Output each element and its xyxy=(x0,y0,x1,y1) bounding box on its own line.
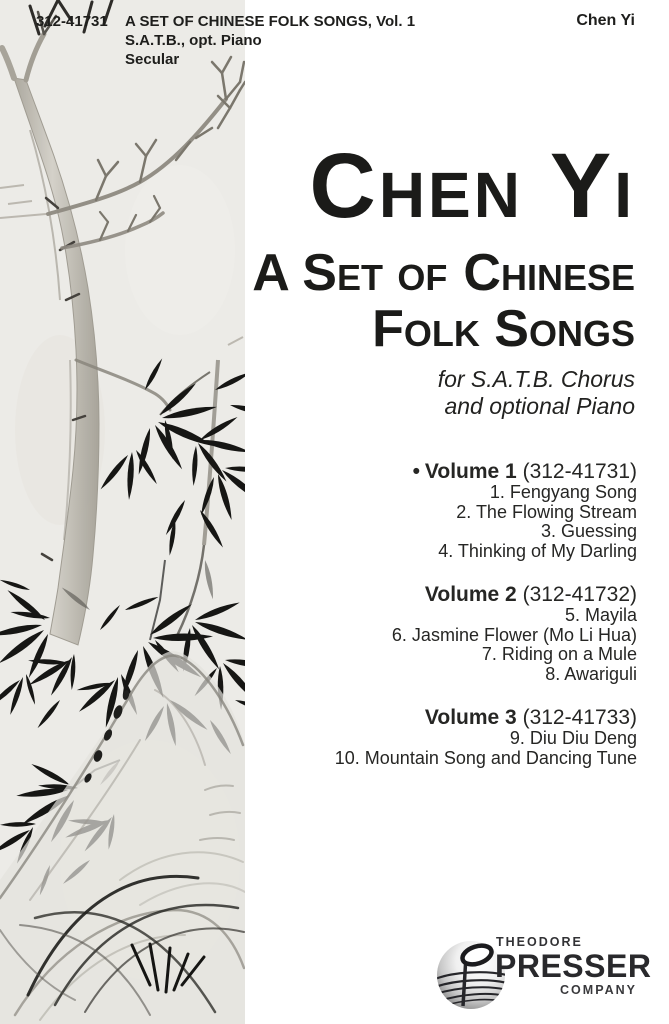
subtitle-line1: for S.A.T.B. Chorus xyxy=(437,366,635,392)
volume-1-header: • Volume 1 (312-41731) xyxy=(412,460,637,483)
song-item: 3. Guessing xyxy=(540,521,637,541)
publisher-line1: THEODORE xyxy=(496,935,583,949)
subtitle xyxy=(252,366,635,420)
header-scoring: S.A.T.B., opt. Piano xyxy=(125,32,262,49)
song-item: 10. Mountain Song and Dancing Tune xyxy=(334,747,637,768)
volume-listings xyxy=(335,460,637,790)
song-item: 6. Jasmine Flower (Mo Li Hua) xyxy=(391,624,637,645)
publisher-line2: PRESSER xyxy=(495,948,652,984)
header-category: Secular xyxy=(125,51,180,68)
publisher-logo xyxy=(431,928,652,1018)
volume-2 xyxy=(335,583,637,684)
title-block xyxy=(252,135,635,420)
header-title: A SET OF CHINESE FOLK SONGS, Vol. 1 xyxy=(125,13,416,30)
bamboo-ink-painting xyxy=(0,0,245,1024)
current-volume-bullet: • xyxy=(412,460,420,483)
catalog-number: 312-41731 xyxy=(36,13,108,30)
subtitle-line2: and optional Piano xyxy=(444,393,635,419)
song-item: 5. Mayila xyxy=(564,605,637,625)
composer-title: Chen Yi xyxy=(309,135,635,237)
work-title-line2: Folk Songs xyxy=(372,300,635,358)
volume-2-header: Volume 2 (312-41732) xyxy=(424,583,637,606)
song-item: 8. Awariguli xyxy=(545,663,637,684)
song-item: 1. Fengyang Song xyxy=(489,482,637,502)
song-item: 2. The Flowing Stream xyxy=(456,501,637,522)
work-title-line1: A Set of Chinese xyxy=(252,244,635,302)
volume-3 xyxy=(335,706,637,768)
song-item: 4. Thinking of My Darling xyxy=(438,540,637,561)
volume-1 xyxy=(335,460,637,561)
header-composer: Chen Yi xyxy=(576,12,635,29)
volume-3-header: Volume 3 (312-41733) xyxy=(424,706,637,729)
publisher-name xyxy=(495,928,652,1018)
song-item: 7. Riding on a Mule xyxy=(481,644,637,664)
header xyxy=(36,12,415,69)
song-item: 9. Diu Diu Deng xyxy=(509,728,637,748)
publisher-line3: COMPANY xyxy=(560,983,637,997)
